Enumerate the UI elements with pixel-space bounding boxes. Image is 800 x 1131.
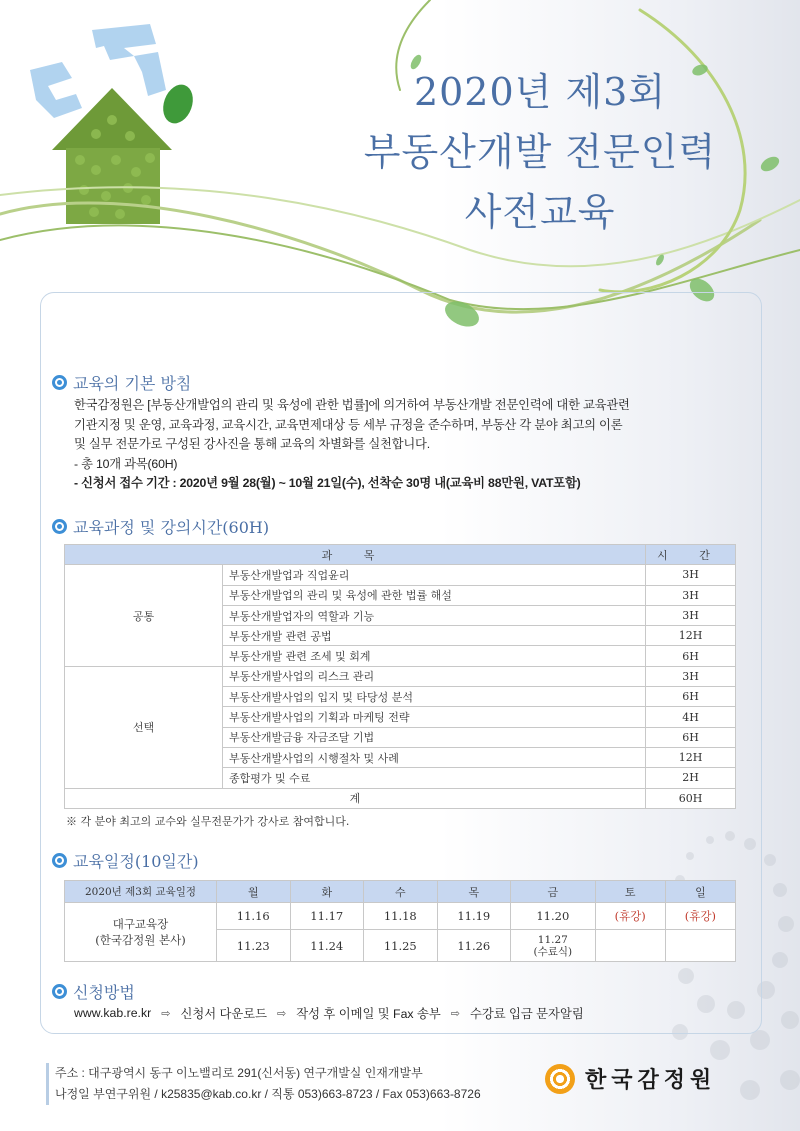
hours-cell: 3H: [646, 585, 736, 605]
policy-line: 한국감정원은 [부동산개발업의 관리 및 육성에 관한 법률]에 의거하여 부동산개발 전문인력에 대한 교육관련: [74, 398, 630, 412]
total-hours: 60H: [646, 788, 736, 808]
subject-cell: 부동산개발금융 자금조달 기법: [223, 727, 646, 747]
holiday-cell: (휴강): [665, 903, 735, 930]
page-title: [340, 62, 740, 242]
location-cell: [65, 903, 217, 962]
section-heading-apply: [52, 980, 135, 1003]
section-title: 교육일정(10일간): [73, 852, 199, 871]
column-header-hours: 시 간: [646, 545, 736, 565]
title-line-3: 사전교육: [464, 190, 616, 234]
hours-cell: 3H: [646, 666, 736, 686]
spiral-logo-icon: [545, 1064, 575, 1094]
date-cell: 11.17: [290, 903, 364, 930]
course-count: - 총 10개 과목(60H): [74, 456, 178, 471]
location-name: 대구교육장: [112, 917, 169, 931]
empty-cell: [595, 930, 665, 962]
day-header: 토: [595, 881, 665, 903]
policy-line: 및 실무 전문가로 구성된 강사진을 통해 교육의 차별화를 실천합니다.: [74, 437, 430, 451]
subject-cell: 부동산개발업과 직업윤리: [223, 565, 646, 585]
date-cell: 11.19: [437, 903, 511, 930]
hours-cell: 6H: [646, 646, 736, 666]
table-header-row: [65, 545, 736, 565]
hours-cell: 6H: [646, 727, 736, 747]
table-row: [65, 666, 736, 686]
subject-cell: 부동산개발사업의 입지 및 타당성 분석: [223, 687, 646, 707]
subject-cell: 부동산개발업의 관리 및 육성에 관한 법률 해설: [223, 585, 646, 605]
footer-contact: [46, 1063, 481, 1105]
date-cell: 11.20: [511, 903, 596, 930]
date-cell: 11.16: [217, 903, 291, 930]
section-heading-curriculum: [52, 515, 269, 538]
apply-steps: [74, 1004, 584, 1022]
bullet-circle-icon: [52, 375, 67, 390]
holiday-cell: (휴강): [595, 903, 665, 930]
section-heading-schedule: [52, 849, 199, 872]
date-cell: 11.25: [364, 930, 438, 962]
day-header: 화: [290, 881, 364, 903]
logo-text: 한국감정원: [585, 1068, 717, 1093]
schedule-header-label: 2020년 제3회 교육일정: [65, 881, 217, 903]
subject-cell: 부동산개발 관련 공법: [223, 626, 646, 646]
location-detail: (한국감정원 본사): [95, 933, 186, 947]
subject-cell: 부동산개발사업의 기획과 마케팅 전략: [223, 707, 646, 727]
arrow-right-icon: ⇨: [161, 1007, 171, 1020]
date-cell: 11.24: [290, 930, 364, 962]
total-label: 계: [65, 788, 646, 808]
bullet-circle-icon: [52, 519, 67, 534]
hours-cell: 4H: [646, 707, 736, 727]
hours-cell: 3H: [646, 605, 736, 625]
arrow-right-icon: ⇨: [277, 1007, 287, 1020]
category-cell: 공통: [65, 565, 223, 666]
day-header: 금: [511, 881, 596, 903]
subject-cell: 부동산개발사업의 시행절차 및 사례: [223, 747, 646, 767]
subject-cell: 부동산개발업자의 역할과 기능: [223, 605, 646, 625]
instructor-note: ※ 각 분야 최고의 교수와 실무전문가가 강사로 참여합니다.: [66, 815, 350, 828]
apply-step: 수강료 입금 문자알림: [469, 1007, 584, 1021]
arrow-right-icon: ⇨: [450, 1007, 460, 1020]
day-header: 월: [217, 881, 291, 903]
day-header: 목: [437, 881, 511, 903]
apply-step-website-link[interactable]: www.kab.re.kr: [74, 1006, 152, 1020]
bullet-circle-icon: [52, 853, 67, 868]
hours-cell: 12H: [646, 747, 736, 767]
total-row: [65, 788, 736, 808]
organization-logo: [545, 1063, 716, 1094]
application-period: - 신청서 접수 기간 : 2020년 9월 28(월) ~ 10월 21일(수), 선착순 30명 내(교육비 88만원, VAT포함): [74, 476, 581, 490]
date-cell: 11.23: [217, 930, 291, 962]
hours-cell: 6H: [646, 687, 736, 707]
graduation-note: (수료식): [533, 945, 573, 958]
policy-text: [74, 396, 754, 494]
schedule-row-week1: [65, 903, 736, 930]
hours-cell: 12H: [646, 626, 736, 646]
date-cell-graduation: [511, 930, 596, 962]
section-title: 신청방법: [73, 983, 135, 1002]
policy-line: 기관지정 및 운영, 교육과정, 교육시간, 교육면제대상 등 세부 규정을 준수하며, 부동산 각 분야 최고의 이론: [74, 417, 623, 432]
title-line-1: 2020년 제3회: [413, 70, 667, 114]
hours-cell: 3H: [646, 565, 736, 585]
bullet-circle-icon: [52, 984, 67, 999]
category-cell: 선택: [65, 666, 223, 788]
footer-contact-line: 나정일 부연구위원 / k25835@kab.co.kr / 직통 053)663-8723 / Fax 053)663-8726: [55, 1087, 481, 1101]
section-title: 교육의 기본 방침: [73, 374, 192, 393]
hero-illustration: [0, 0, 800, 340]
schedule-table: [64, 880, 736, 962]
date-cell: 11.18: [364, 903, 438, 930]
footer-address: 주소 : 대구광역시 동구 이노밸리로 291(신서동) 연구개발실 인재개발부: [55, 1066, 423, 1080]
hours-cell: 2H: [646, 768, 736, 788]
column-header-subject: 과 목: [65, 545, 646, 565]
day-header: 수: [364, 881, 438, 903]
subject-cell: 부동산개발사업의 리스크 관리: [223, 666, 646, 686]
apply-step: 작성 후 이메일 및 Fax 송부: [296, 1007, 441, 1021]
section-heading-policy: [52, 371, 191, 394]
date-cell: 11.26: [437, 930, 511, 962]
schedule-header-row: [65, 881, 736, 903]
subject-cell: 부동산개발 관련 조세 및 회계: [223, 646, 646, 666]
section-title: 교육과정 및 강의시간(60H): [73, 518, 270, 537]
title-line-2: 부동산개발 전문인력: [363, 130, 717, 174]
table-row: [65, 565, 736, 585]
empty-cell: [665, 930, 735, 962]
graduation-date: 11.27: [537, 933, 568, 946]
day-header: 일: [665, 881, 735, 903]
curriculum-table: [64, 544, 736, 809]
subject-cell: 종합평가 및 수료: [223, 768, 646, 788]
apply-step: 신청서 다운로드: [180, 1007, 268, 1021]
